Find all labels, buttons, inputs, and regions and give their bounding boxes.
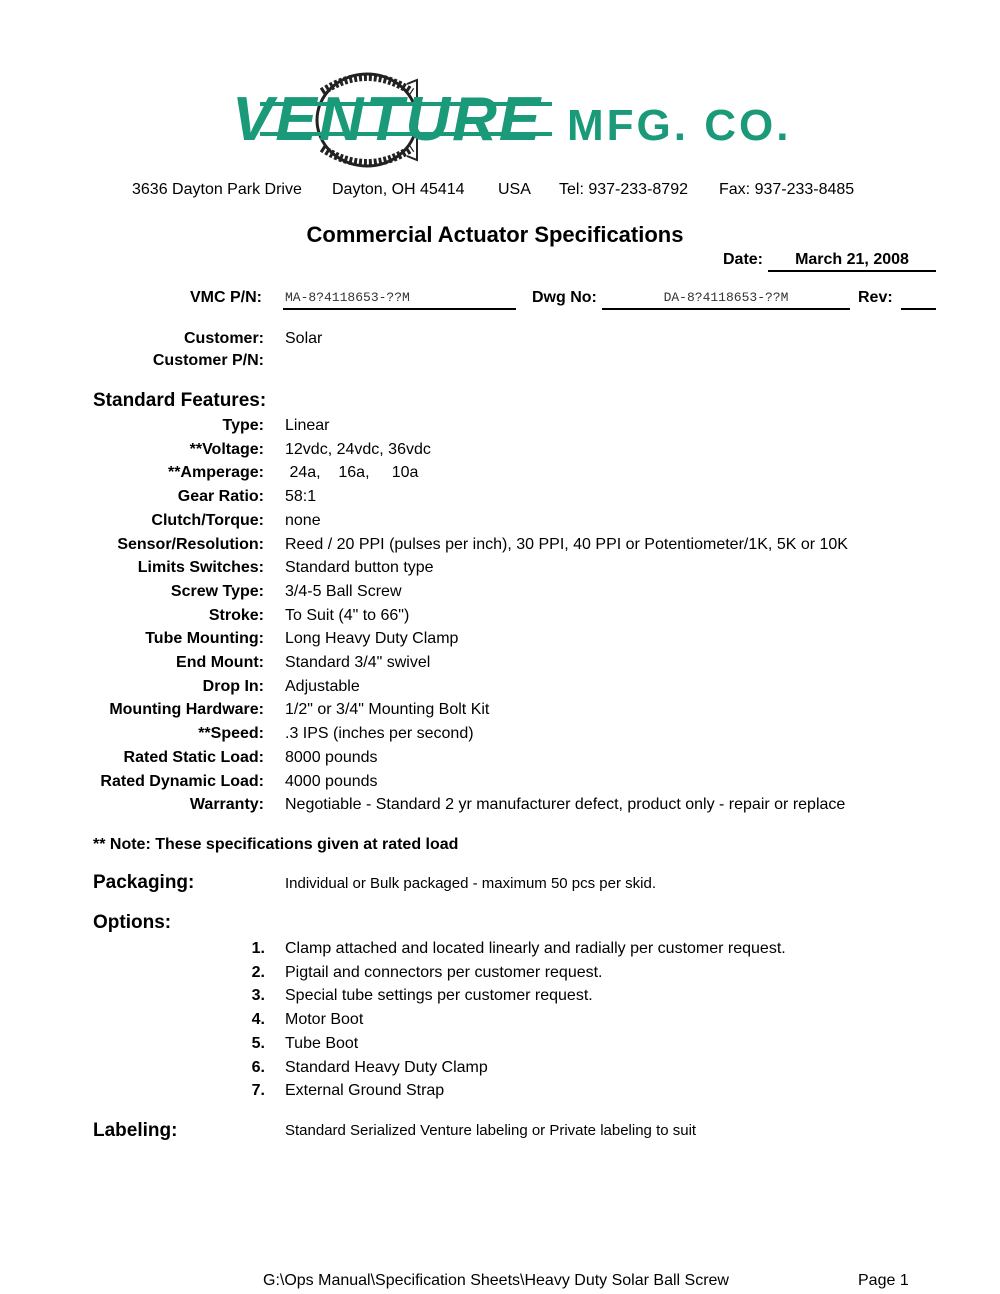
feature-label: Type:: [222, 417, 264, 434]
packaging-heading: Packaging:: [93, 872, 195, 893]
option-text: Special tube settings per customer request.: [285, 987, 593, 1004]
option-text: Tube Boot: [285, 1035, 359, 1052]
feature-label: Gear Ratio:: [177, 488, 264, 505]
feature-value: 8000 pounds: [285, 749, 378, 766]
option-number: 5.: [251, 1035, 265, 1052]
feature-label: Rated Static Load:: [123, 749, 264, 766]
dwg-no-value: DA-8?4118653-??M: [602, 290, 850, 310]
feature-label: Clutch/Torque:: [151, 512, 264, 529]
feature-value: .3 IPS (inches per second): [285, 725, 474, 742]
venture-logo-mark: [232, 70, 837, 170]
fax-number: Fax: 937-233-8485: [719, 181, 855, 198]
feature-value: none: [285, 512, 321, 529]
vmc-pn-value: MA-8?4118653-??M: [283, 290, 516, 310]
vmc-pn-label: VMC P/N:: [190, 289, 262, 306]
document-title: Commercial Actuator Specifications: [306, 222, 684, 247]
standard-features-heading: Standard Features:: [93, 390, 267, 411]
feature-label: Limits Switches:: [137, 559, 264, 576]
feature-label: **Voltage:: [189, 441, 264, 458]
feature-value: 3/4-5 Ball Screw: [285, 583, 402, 600]
option-text: Pigtail and connectors per customer request.: [285, 964, 603, 981]
feature-value: Standard 3/4" swivel: [285, 654, 431, 671]
feature-label: **Amperage:: [167, 464, 264, 481]
address-street: 3636 Dayton Park Drive: [132, 181, 302, 198]
feature-label: Stroke:: [208, 607, 264, 624]
address-country: USA: [498, 181, 531, 198]
feature-value: Standard button type: [285, 559, 434, 576]
rated-load-note: ** Note: These specifications given at rated load: [93, 836, 459, 853]
date-label: Date:: [723, 251, 764, 268]
option-number: 6.: [251, 1059, 265, 1076]
option-text: External Ground Strap: [285, 1082, 445, 1099]
packaging-value: Individual or Bulk packaged - maximum 50 pcs per skid.: [285, 875, 657, 892]
feature-value: 12vdc, 24vdc, 36vdc: [285, 441, 431, 458]
feature-value: 24a, 16a, 10a: [285, 464, 419, 481]
feature-value: Long Heavy Duty Clamp: [285, 630, 459, 647]
feature-label: Warranty:: [189, 796, 264, 813]
option-text: Standard Heavy Duty Clamp: [285, 1059, 488, 1076]
logo-mfg-text: MFG. CO.: [567, 101, 792, 150]
logo-venture-text: VENTURE: [232, 85, 543, 154]
feature-value: To Suit (4" to 66"): [285, 607, 410, 624]
feature-label: Tube Mounting:: [145, 630, 264, 647]
rev-label: Rev:: [858, 289, 893, 306]
feature-label: Rated Dynamic Load:: [100, 773, 264, 790]
feature-value: Linear: [285, 417, 330, 434]
footer-page-number: Page 1: [858, 1272, 909, 1289]
labeling-heading: Labeling:: [93, 1120, 178, 1141]
rev-value: [901, 290, 936, 310]
feature-value: Negotiable - Standard 2 yr manufacturer defect, product only - repair or replace: [285, 796, 846, 813]
feature-value: 1/2" or 3/4" Mounting Bolt Kit: [285, 701, 490, 718]
feature-value: 4000 pounds: [285, 773, 378, 790]
option-number: 3.: [251, 987, 265, 1004]
dwg-no-label: Dwg No:: [532, 289, 597, 306]
phone-number: Tel: 937-233-8792: [559, 181, 688, 198]
address-city: Dayton, OH 45414: [332, 181, 465, 198]
feature-value: Reed / 20 PPI (pulses per inch), 30 PPI, 40 PPI or Potentiometer/1K, 5K or 10K: [285, 536, 848, 553]
option-number: 4.: [251, 1011, 265, 1028]
customer-value: Solar: [285, 330, 323, 347]
feature-label: **Speed:: [198, 725, 264, 742]
customer-pn-label: Customer P/N:: [152, 352, 264, 369]
customer-label: Customer:: [183, 330, 264, 347]
feature-label: Drop In:: [202, 678, 264, 695]
option-number: 1.: [251, 940, 265, 957]
date-value: March 21, 2008: [768, 251, 936, 272]
options-heading: Options:: [93, 912, 172, 933]
company-logo: [232, 70, 837, 170]
option-number: 7.: [251, 1082, 265, 1099]
option-number: 2.: [251, 964, 265, 981]
footer-file-path: G:\Ops Manual\Specification Sheets\Heavy Duty Solar Ball Screw: [263, 1272, 729, 1289]
option-text: Motor Boot: [285, 1011, 364, 1028]
feature-label: Screw Type:: [170, 583, 264, 600]
feature-label: Mounting Hardware:: [109, 701, 264, 718]
feature-label: End Mount:: [176, 654, 264, 671]
option-text: Clamp attached and located linearly and radially per customer request.: [285, 940, 786, 957]
feature-value: Adjustable: [285, 678, 360, 695]
feature-value: 58:1: [285, 488, 317, 505]
feature-label: Sensor/Resolution:: [117, 536, 264, 553]
labeling-value: Standard Serialized Venture labeling or Private labeling to suit: [285, 1122, 697, 1139]
